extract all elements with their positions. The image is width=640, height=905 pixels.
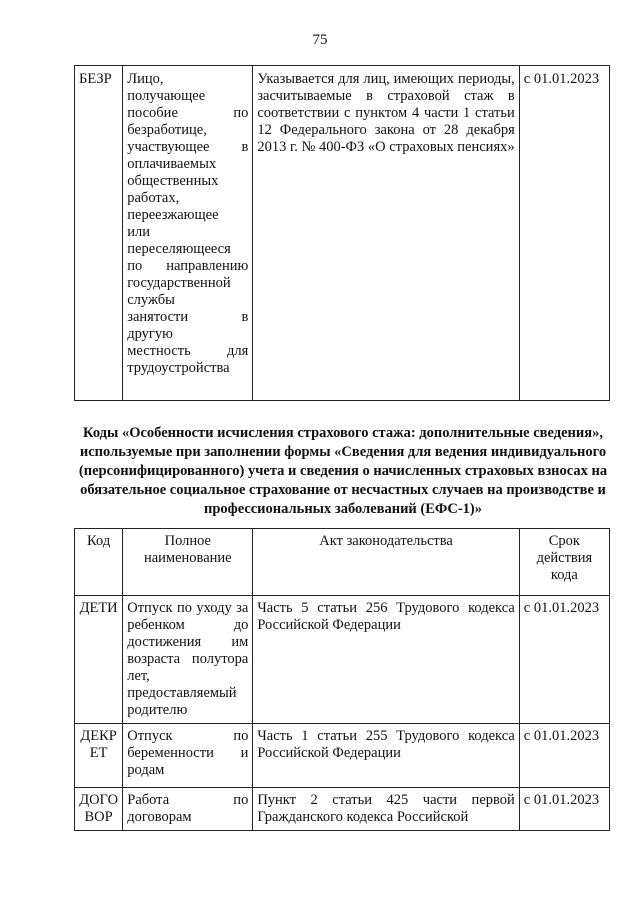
name-line: работах, xyxy=(127,190,180,206)
name-line: занятости в xyxy=(127,309,249,325)
name-line: другую xyxy=(127,326,173,342)
table-row xyxy=(75,596,610,724)
date-cell: с 01.01.2023 xyxy=(519,596,609,724)
table-row xyxy=(75,788,610,831)
codes-table xyxy=(74,528,610,831)
name-line: государственной xyxy=(127,275,231,291)
name-line: безработице, xyxy=(127,122,207,138)
name-line: Лицо, xyxy=(127,71,164,87)
page-number: 75 xyxy=(312,32,328,48)
name-line: службы xyxy=(127,292,175,308)
act-cell: Указывается для лиц, имеющих периоды, засчитываемые в страховой стаж в соответствии с пунктом 4 части 1 статьи 12 Федерального закона от 28 декабря 2013 г. № 400-ФЗ «О страховых пенсиях» xyxy=(253,66,519,401)
name-line: оплачиваемых xyxy=(127,156,217,172)
name-line: по направлению xyxy=(127,258,249,274)
table-header-row xyxy=(75,529,610,596)
code-cell: БЕЗР xyxy=(75,66,123,401)
act-cell: Пункт 2 статьи 425 части первой Гражданского кодекса Российской xyxy=(253,788,519,831)
act-cell: Часть 1 статьи 255 Трудового кодекса Российской Федерации xyxy=(253,724,519,788)
date-cell: с 01.01.2023 xyxy=(519,788,609,831)
name-cell xyxy=(123,66,253,401)
name-line: переселяющееся xyxy=(127,241,231,257)
name-line: общественных xyxy=(127,173,219,189)
name-line: пособие по xyxy=(127,105,249,121)
name-line: участвующее в xyxy=(127,139,249,155)
header-act: Акт законодательства xyxy=(253,529,519,596)
code-cell: ДЕТИ xyxy=(75,596,123,724)
name-cell: Отпуск по уходу за ребенком до достижения им возраста полутора лет, предоставляемый родителю xyxy=(123,596,253,724)
code-cell: ДЕКРЕТ xyxy=(75,724,123,788)
name-line: переезжающее xyxy=(127,207,219,223)
name-line: или xyxy=(127,224,151,240)
name-line: трудоустройства xyxy=(127,360,230,376)
code-cell: ДОГОВОР xyxy=(75,788,123,831)
section-heading: Коды «Особенности исчисления страхового стажа: дополнительные сведения», используемые при заполнении формы «Сведения для ведения индивидуального (персонифицированного) учета и сведения о начисленных страховых взносах на обязательное социальное страхование от несчастных случаев на производстве и профессиональных заболеваний (ЕФС-1)» xyxy=(78,425,608,517)
name-cell: Отпуск по беременности и родам xyxy=(123,724,253,788)
table-row xyxy=(75,724,610,788)
header-term: Срок действия кода xyxy=(519,529,609,596)
name-line: получающее xyxy=(127,88,206,104)
header-code: Код xyxy=(75,529,123,596)
name-lines xyxy=(127,71,248,377)
act-cell: Часть 5 статьи 256 Трудового кодекса Российской Федерации xyxy=(253,596,519,724)
continued-codes-table xyxy=(74,65,610,401)
header-name: Полное наименование xyxy=(123,529,253,596)
table-row xyxy=(75,66,610,401)
name-line: местность для xyxy=(127,343,249,359)
date-cell: с 01.01.2023 xyxy=(519,724,609,788)
date-cell: с 01.01.2023 xyxy=(519,66,609,401)
name-cell: Работа по договорам xyxy=(123,788,253,831)
